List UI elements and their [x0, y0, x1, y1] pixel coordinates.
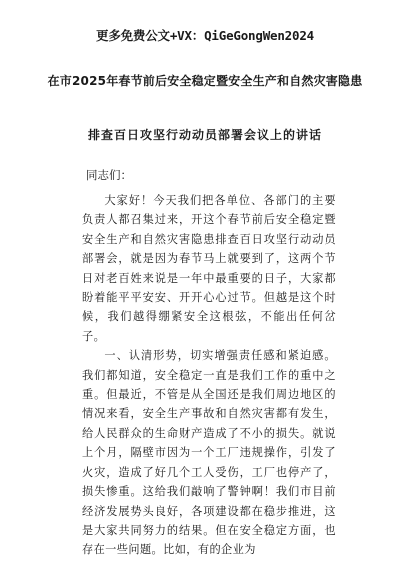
- salutation: 同志们：: [86, 168, 132, 182]
- document-title-line-1: 在市2025年春节前后安全稳定暨安全生产和自然灾害隐患: [47, 74, 363, 88]
- document-title-line-2: 排查百日攻坚行动动员部署会议上的讲话: [87, 128, 322, 142]
- document-body: [82, 191, 336, 560]
- watermark-header: 更多免费公文+VX：QiGeGongWen2024: [96, 28, 314, 43]
- body-paragraph: 大家好！今天我们把各单位、各部门的主要负责人都召集过来，开这个春节前后安全稳定暨安全生产和自然灾害隐患排查百日攻坚行动动员部署会，就是因为春节马上就要到了，这两个节日对老百姓来说是一年中最重要的日子，大家都盼着能平平安安、开开心心过节。但越是这个时候，我们越得绷紧安全这根弦，不能出任何岔子。: [82, 194, 336, 343]
- body-paragraph: 一、认清形势，切实增强责任感和紧迫感。我们都知道，安全稳定一直是我们工作的重中之重。但最近，不管是从全国还是我们周边地区的情况来看，安全生产事故和自然灾害都有发生，给人民群众的生命财产造成了不小的损失。就说上个月，隔壁市因为一个工厂违规操作，引发了火灾，造成了好几个工人受伤，工厂也停产了，损失惨重。这给我们敲响了警钟啊！我们市目前经济发展势头良好，各项建设都在稳步推进，这是大家共同努力的结果。但在安全稳定方面，也存在一些问题。比如，有的企业为: [82, 349, 336, 557]
